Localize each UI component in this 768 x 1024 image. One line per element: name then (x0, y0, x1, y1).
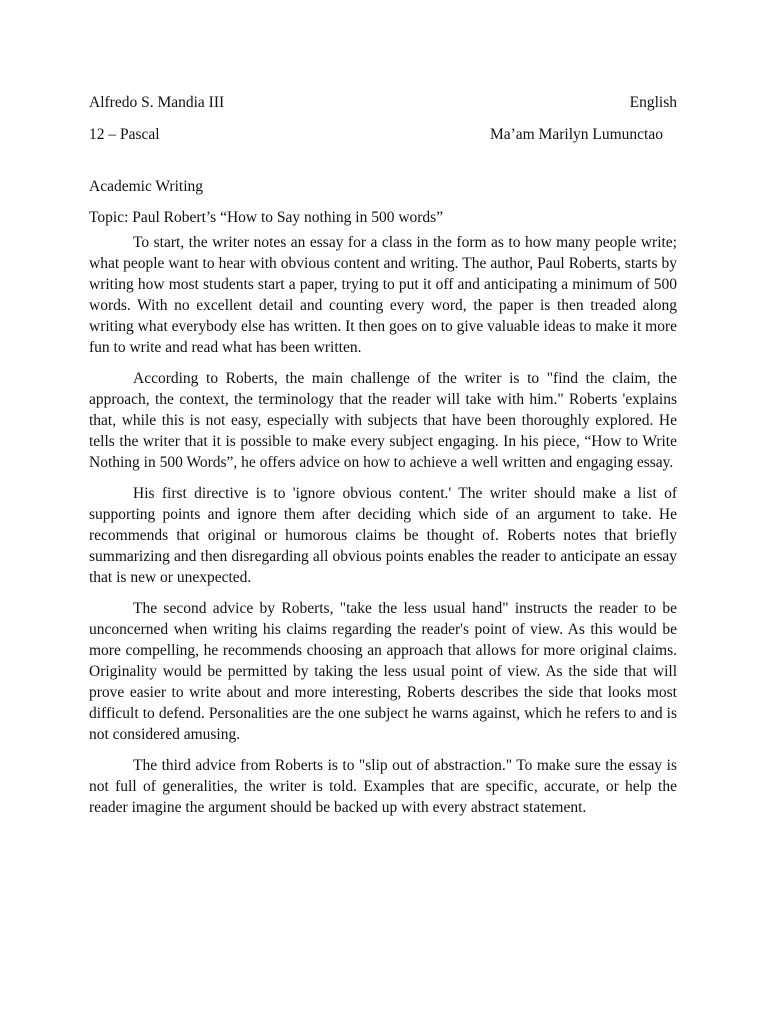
class-section: 12 – Pascal (89, 126, 160, 143)
document-page (89, 92, 677, 818)
author-name: Alfredo S. Mandia III (89, 94, 225, 111)
paragraph-1: To start, the writer notes an essay for a class in the form as to how many people write; what people want to hear with obvious content and writing. The author, Paul Roberts, starts by writing how most students start a paper, trying to put it off and anticipating a minimum of 500 words. With no excellent detail and counting every word, the paper is then treaded along writing what everybody else has written. It then goes on to give valuable ideas to make it more fun to write and read what has been written. (89, 234, 677, 356)
header-row-2 (89, 124, 677, 146)
header-row-1 (89, 92, 677, 114)
paragraph-5: The third advice from Roberts is to "slip out of abstraction." To make sure the essay is not full of generalities, the writer is told. Examples that are specific, accurate, or help the reader imagine the argument should be backed up with every abstract statement. (89, 757, 677, 816)
subject: English (629, 94, 677, 111)
paragraph-3: His first directive is to 'ignore obvious content.' The writer should make a list of supporting points and ignore them after deciding which side of an argument to take. He recommends that original or humorous claims be thought of. Roberts notes that briefly summarizing and then disregarding all obvious points enables the reader to anticipate an essay that is new or unexpected. (89, 485, 677, 586)
paragraph-4: The second advice by Roberts, "take the less usual hand" instructs the reader to be unconcerned when writing his claims regarding the reader's point of view. As this would be more compelling, he recommends choosing an approach that allows for more original claims. Originality would be permitted by taking the less usual point of view. As the side that will prove easier to write about and more interesting, Roberts describes the side that looks most difficult to defend. Personalities are the one subject he warns against, which he refers to and is not considered amusing. (89, 600, 677, 743)
paragraph-2: According to Roberts, the main challenge of the writer is to "find the claim, the approach, the context, the terminology that the reader will take with him." Roberts 'explains that, while this is not easy, especially with subjects that have been thoroughly explored. He tells the writer that it is possible to make every subject engaging. In his piece, “How to Write Nothing in 500 Words”, he offers advice on how to achieve a well written and engaging essay. (89, 370, 677, 471)
teacher-name: Ma’am Marilyn Lumunctao (489, 126, 663, 143)
section-title: Academic Writing (89, 178, 204, 195)
topic-line: Topic: Paul Robert’s “How to Say nothing in 500 words” (89, 209, 444, 226)
